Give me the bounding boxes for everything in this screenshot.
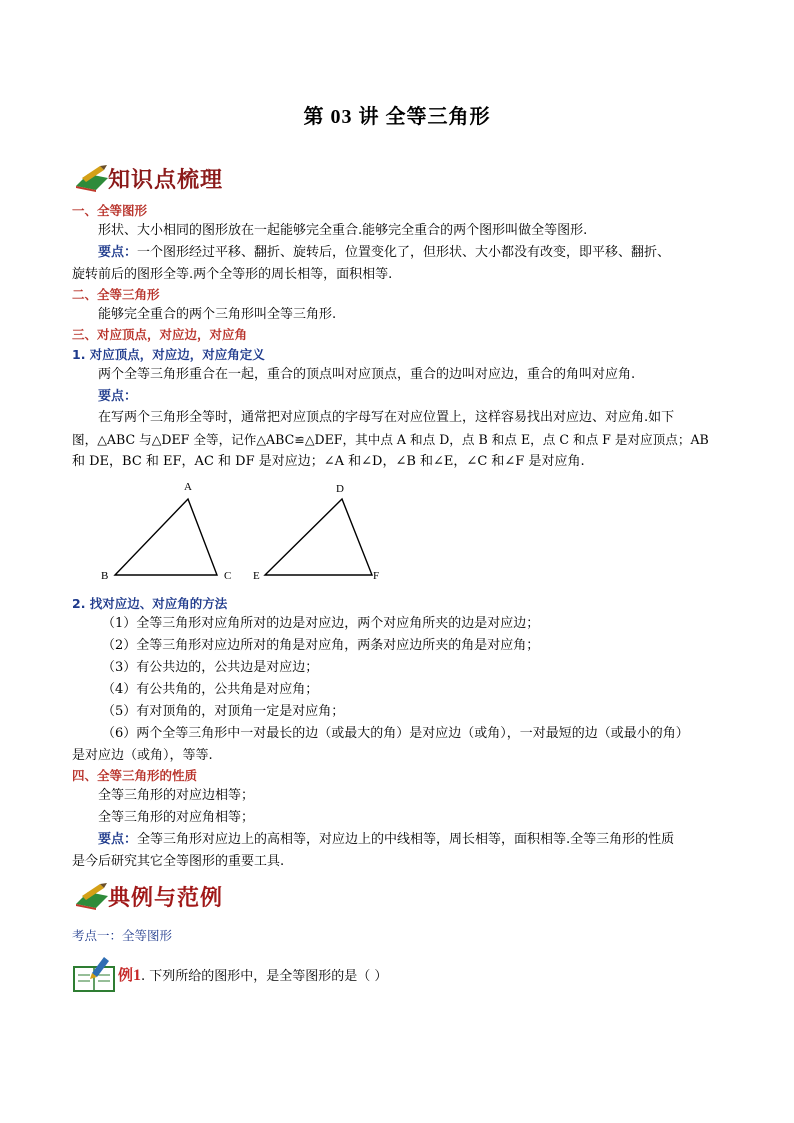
s3-keypoint-label bbox=[72, 386, 758, 408]
vertex-f-label: F bbox=[373, 570, 380, 582]
banner-examples-text: 典例与范例 bbox=[108, 886, 224, 911]
banner-knowledge-text: 知识点梳理 bbox=[108, 168, 224, 193]
method-5: （5）有对顶角的，对顶角一定是对应角； bbox=[102, 704, 345, 719]
page-title: 第 03 讲 全等三角形 bbox=[303, 106, 491, 128]
pencil-book-icon bbox=[74, 882, 110, 910]
s1-keypoint bbox=[72, 242, 758, 264]
s4-keypoint bbox=[72, 829, 758, 851]
s2-paragraph-1: 能够完全重合的两个三角形叫全等三角形. bbox=[98, 307, 337, 322]
heading-correspondence: 三、对应顶点，对应边，对应角 bbox=[72, 327, 248, 342]
s1-keypoint-text: 一个图形经过平移、翻折、旋转后，位置变化了，但形状、大小都没有改变，即平移、翻折、 bbox=[137, 245, 671, 260]
method-4: （4）有公共角的，公共角是对应角； bbox=[102, 682, 319, 697]
section-banner-knowledge bbox=[74, 162, 254, 192]
method-1: （1）全等三角形对应角所对的边是对应边，两个对应角所夹的边是对应边； bbox=[102, 616, 540, 631]
s1-paragraph-1: 形状、大小相同的图形放在一起能够完全重合.能够完全重合的两个图形叫做全等图形. bbox=[98, 223, 588, 238]
keypoint-label: 要点： bbox=[98, 389, 138, 404]
keypoint-label: 要点： bbox=[98, 245, 138, 260]
s3-paragraph-1: 两个全等三角形重合在一起，重合的顶点叫对应顶点，重合的边叫对应边，重合的角叫对应角. bbox=[98, 367, 636, 382]
method-6: （6）两个全等三角形中一对最长的边（或最大的角）是对应边（或角），一对最短的边（或最小的角） bbox=[102, 726, 689, 741]
subheading-methods: 2. 找对应边、对应角的方法 bbox=[72, 596, 228, 611]
vertex-e-label: E bbox=[253, 570, 260, 582]
s4-paragraph-1: 全等三角形的对应边相等； bbox=[98, 788, 255, 803]
s4-paragraph-2: 全等三角形的对应角相等； bbox=[98, 810, 255, 825]
congruent-triangles-figure bbox=[95, 475, 395, 590]
example-number: 1 bbox=[133, 967, 142, 984]
s3-paragraph-2b: 图，△ABC 与△DEF 全等，记作△ABC≌△DEF，其中点 A 和点 D，点 B 和点 E，点 C 和点 F 是对应顶点；AB bbox=[72, 432, 709, 447]
example-1 bbox=[118, 964, 387, 985]
s1-keypoint-cont: 旋转前后的图形全等.两个全等形的周长相等，面积相等. bbox=[72, 267, 393, 282]
method-2: （2）全等三角形对应边所对的角是对应角，两条对应边所夹的角是对应角； bbox=[102, 638, 540, 653]
triangle-abc bbox=[115, 499, 217, 575]
vertex-a-label: A bbox=[184, 481, 192, 493]
vertex-c-label: C bbox=[224, 570, 232, 582]
pencil-book-icon bbox=[74, 164, 110, 192]
vertex-b-label: B bbox=[101, 570, 109, 582]
s4-keypoint-text: 全等三角形对应边上的高相等，对应边上的中线相等，周长相等，面积相等.全等三角形的性质 bbox=[137, 832, 675, 847]
heading-congruent-figures: 一、全等图形 bbox=[72, 203, 148, 218]
subheading-definitions: 1. 对应顶点，对应边，对应角定义 bbox=[72, 347, 265, 362]
method-3: （3）有公共边的，公共边是对应边； bbox=[102, 660, 319, 675]
example-question: . 下列所给的图形中，是全等图形的是（ ） bbox=[141, 969, 388, 984]
vertex-d-label: D bbox=[336, 483, 344, 495]
method-6-cont: 是对应边（或角），等等. bbox=[72, 748, 213, 763]
exam-topic: 考点一：全等图形 bbox=[72, 928, 173, 943]
s4-keypoint-cont: 是今后研究其它全等图形的重要工具. bbox=[72, 854, 285, 869]
s3-paragraph-2c: 和 DE，BC 和 EF，AC 和 DF 是对应边；∠A 和∠D，∠B 和∠E，∠C 和∠F 是对应角. bbox=[72, 454, 585, 469]
heading-properties: 四、全等三角形的性质 bbox=[72, 768, 198, 783]
heading-congruent-triangles: 二、全等三角形 bbox=[72, 287, 160, 302]
s3-paragraph-2: 在写两个三角形全等时，通常把对应顶点的字母写在对应位置上，这样容易找出对应边、对应角.如下 bbox=[98, 410, 675, 425]
section-banner-examples bbox=[74, 880, 264, 910]
triangle-def bbox=[265, 499, 372, 575]
keypoint-label: 要点： bbox=[98, 832, 138, 847]
example-book-icon bbox=[72, 955, 118, 993]
example-label: 例 bbox=[118, 966, 134, 984]
